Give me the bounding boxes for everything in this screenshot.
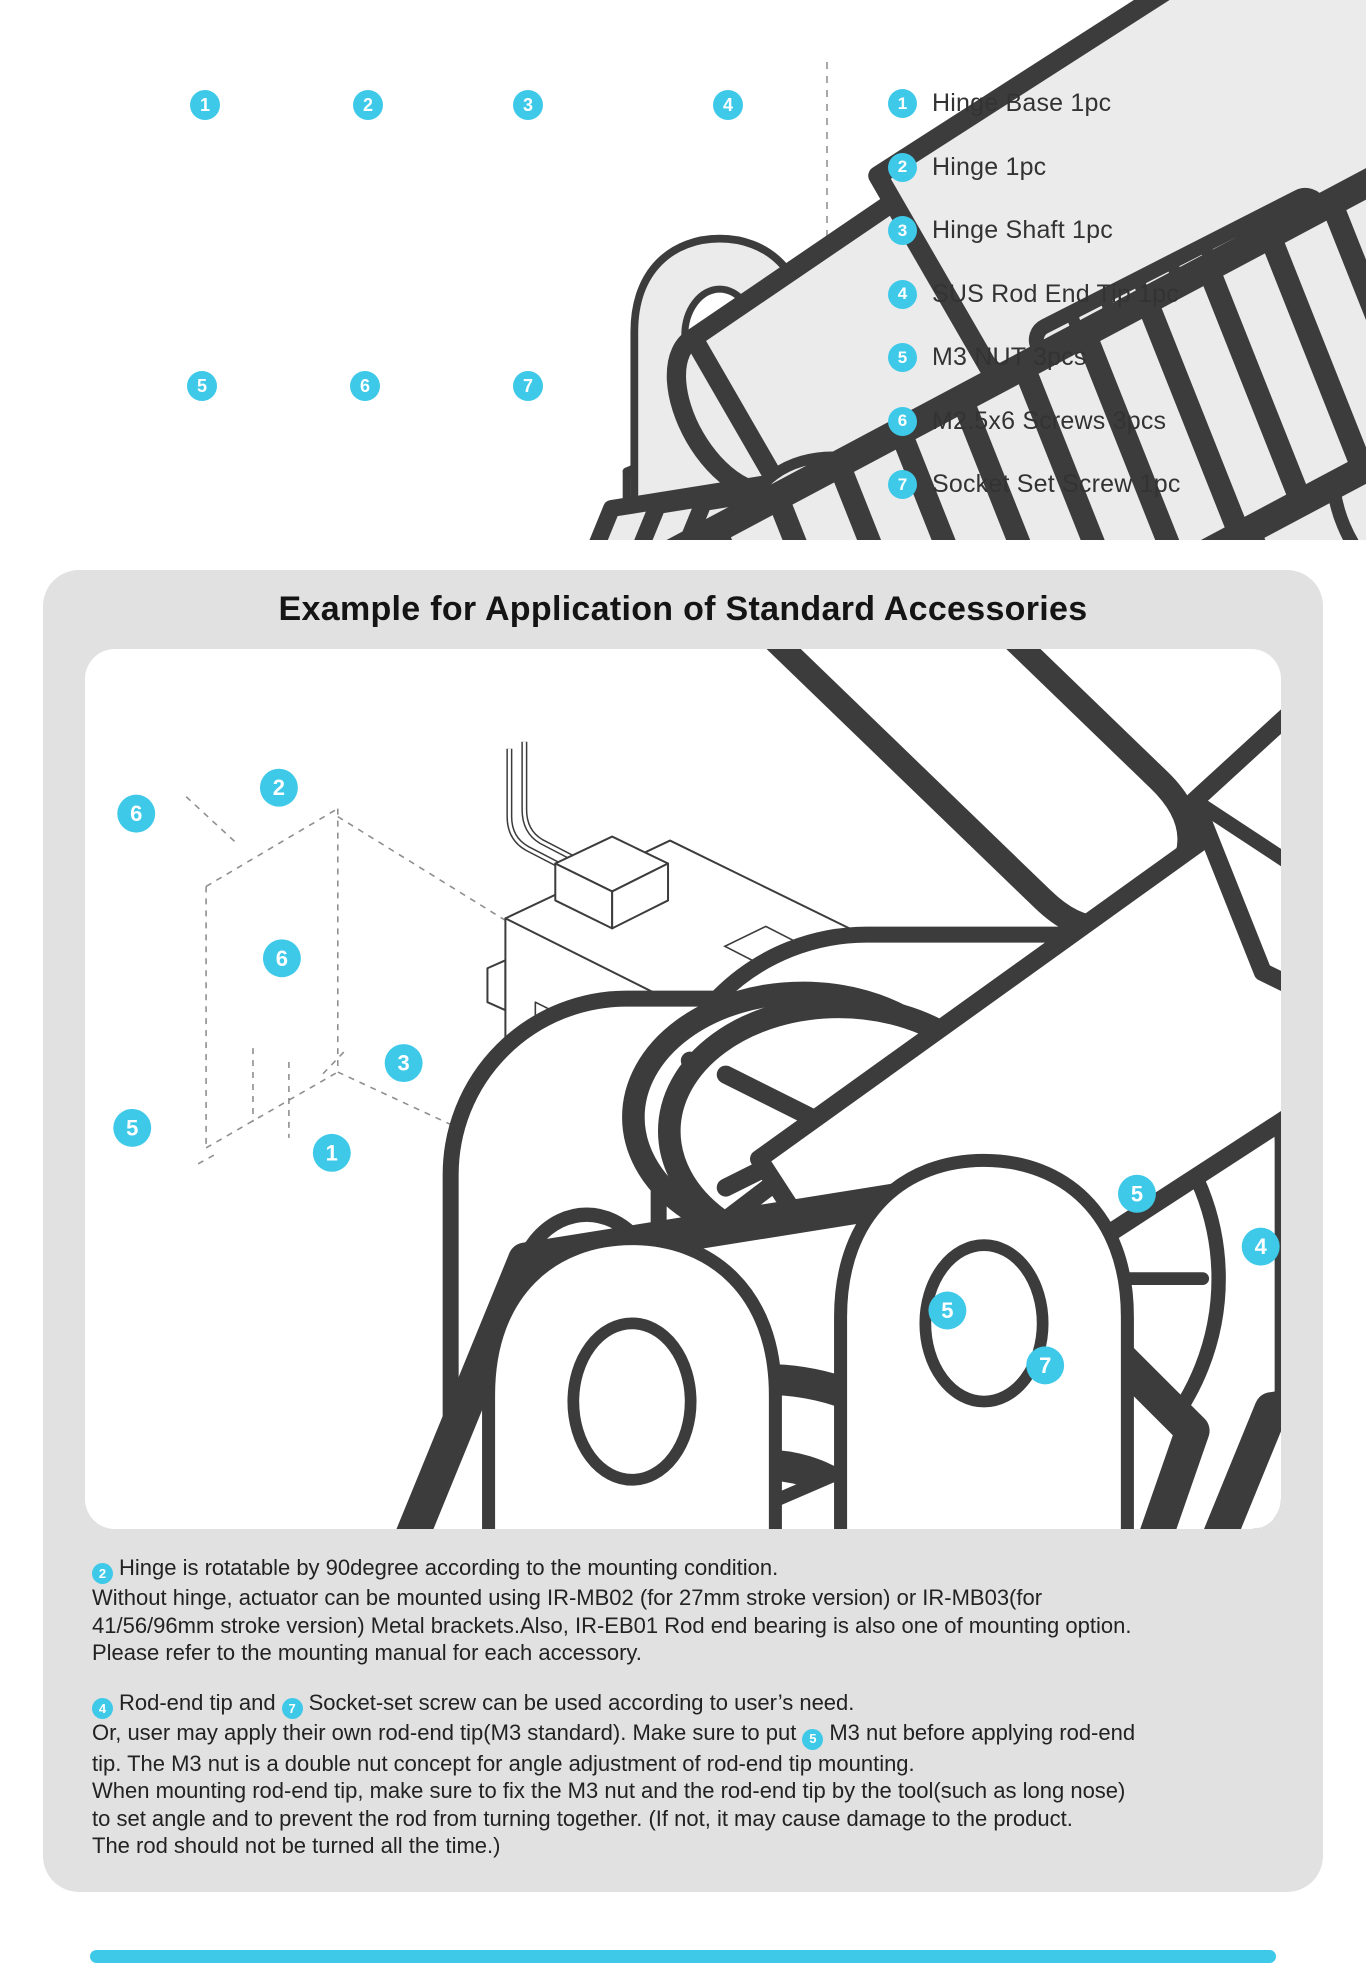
note-text: The rod should not be turned all the time.) — [92, 1833, 501, 1858]
legend-item — [888, 453, 1358, 517]
svg-text:1: 1 — [199, 95, 211, 115]
legend-item-label: Hinge Base 1pc — [932, 89, 1112, 118]
svg-text:5: 5 — [1130, 1181, 1144, 1207]
legend-item — [888, 326, 1358, 390]
note-text: Please refer to the mounting manual for each accessory. — [92, 1640, 642, 1666]
svg-text:5: 5 — [196, 376, 208, 396]
part-number-badge — [187, 371, 217, 401]
legend-item-label: Hinge 1pc — [932, 152, 1047, 181]
exploded-diagram — [85, 649, 1281, 1529]
note-text: When mounting rod-end tip, make sure to fix the M3 nut and the rod-end tip by the tool(such as long nose) — [92, 1778, 1126, 1803]
svg-text:2: 2 — [272, 775, 286, 801]
legend-item-badge: 6 — [888, 407, 917, 436]
note-badge: 5 — [802, 1729, 823, 1750]
legend-item-badge: 3 — [888, 216, 917, 245]
legend-item-label: M2.5x6 Screws 3pcs — [932, 406, 1167, 435]
svg-text:7: 7 — [1039, 1352, 1052, 1378]
svg-text:1: 1 — [325, 1140, 338, 1166]
note-hinge — [92, 1554, 1282, 1667]
note-text: Socket-set screw can be used according to user’s need. — [308, 1690, 855, 1715]
legend-item — [888, 390, 1358, 454]
part-number-badge — [190, 90, 220, 120]
note-badge: 2 — [92, 1563, 113, 1584]
legend-item-label: M3 NUT 3pcs — [932, 343, 1087, 372]
part-number-badge — [1118, 1175, 1156, 1213]
svg-text:5: 5 — [941, 1297, 954, 1323]
note-text: Or, user may apply their own rod-end tip(M3 standard). Make sure to put — [92, 1720, 797, 1746]
part-number-badge — [113, 1109, 151, 1147]
part-number-badge — [1026, 1346, 1064, 1384]
part-number-badge — [260, 769, 298, 807]
part-number-badge — [385, 1044, 423, 1082]
part-number-badge — [513, 90, 543, 120]
svg-text:7: 7 — [522, 376, 534, 396]
example-box-title: Example for Application of Standard Accessories — [278, 590, 1088, 628]
svg-text:6: 6 — [275, 945, 289, 971]
legend-item-label: SUS Rod End Tip 1pc — [932, 279, 1179, 308]
legend-item-label: Hinge Shaft 1pc — [932, 216, 1113, 245]
svg-text:6: 6 — [130, 801, 143, 827]
legend-item-badge: 7 — [888, 470, 917, 499]
note-badge: 4 — [92, 1698, 113, 1719]
legend-item — [888, 199, 1358, 263]
note-text: tip. The M3 nut is a double nut concept for angle adjustment of rod-end tip mounting. — [92, 1750, 915, 1776]
svg-text:6: 6 — [359, 376, 371, 396]
accessories-legend — [888, 72, 1358, 517]
svg-text:4: 4 — [722, 95, 734, 115]
legend-item — [888, 72, 1358, 136]
part-number-badge — [263, 939, 301, 977]
note-text: to set angle and to prevent the rod from turning together. (If not, it may cause damage to the product. — [92, 1805, 1073, 1831]
note-rod-end — [92, 1689, 1282, 1860]
legend-item-badge: 4 — [888, 280, 917, 309]
svg-text:3: 3 — [397, 1050, 410, 1076]
svg-text:3: 3 — [522, 95, 534, 115]
part-number-badge — [313, 1134, 351, 1172]
legend-item-label: Socket Set Screw 1pc — [932, 470, 1181, 499]
part-number-badge — [350, 371, 380, 401]
legend-item — [888, 263, 1358, 327]
legend-item-badge: 1 — [888, 89, 917, 118]
note-text: Rod-end tip and — [119, 1690, 276, 1715]
legend-item-badge: 2 — [888, 153, 917, 182]
note-text: M3 nut before applying rod-end — [829, 1720, 1136, 1746]
svg-text:2: 2 — [362, 95, 374, 115]
part-number-badge — [928, 1292, 966, 1330]
exploded-diagram-panel — [85, 649, 1281, 1529]
legend-item — [888, 136, 1358, 200]
note-text: 41/56/96mm stroke version) Metal brackets.Also, IR-EB01 Rod end bearing is also one of mounting option. — [92, 1612, 1132, 1638]
note-text: Without hinge, actuator can be mounted using IR-MB02 (for 27mm stroke version) or IR-MB03(for — [92, 1585, 1043, 1611]
part-number-badge — [713, 90, 743, 120]
part-number-badge — [513, 371, 543, 401]
part-number-badge — [1242, 1228, 1280, 1266]
legend-item-badge: 5 — [888, 343, 917, 372]
part-number-badge — [353, 90, 383, 120]
footer-accent-bar — [90, 1950, 1276, 1963]
part-number-badge — [117, 795, 155, 833]
note-text: Hinge is rotatable by 90degree according to the mounting condition. — [119, 1555, 779, 1580]
svg-text:5: 5 — [126, 1115, 139, 1141]
note-badge: 7 — [282, 1698, 303, 1719]
svg-text:4: 4 — [1254, 1234, 1267, 1260]
example-application-box — [43, 570, 1323, 1892]
